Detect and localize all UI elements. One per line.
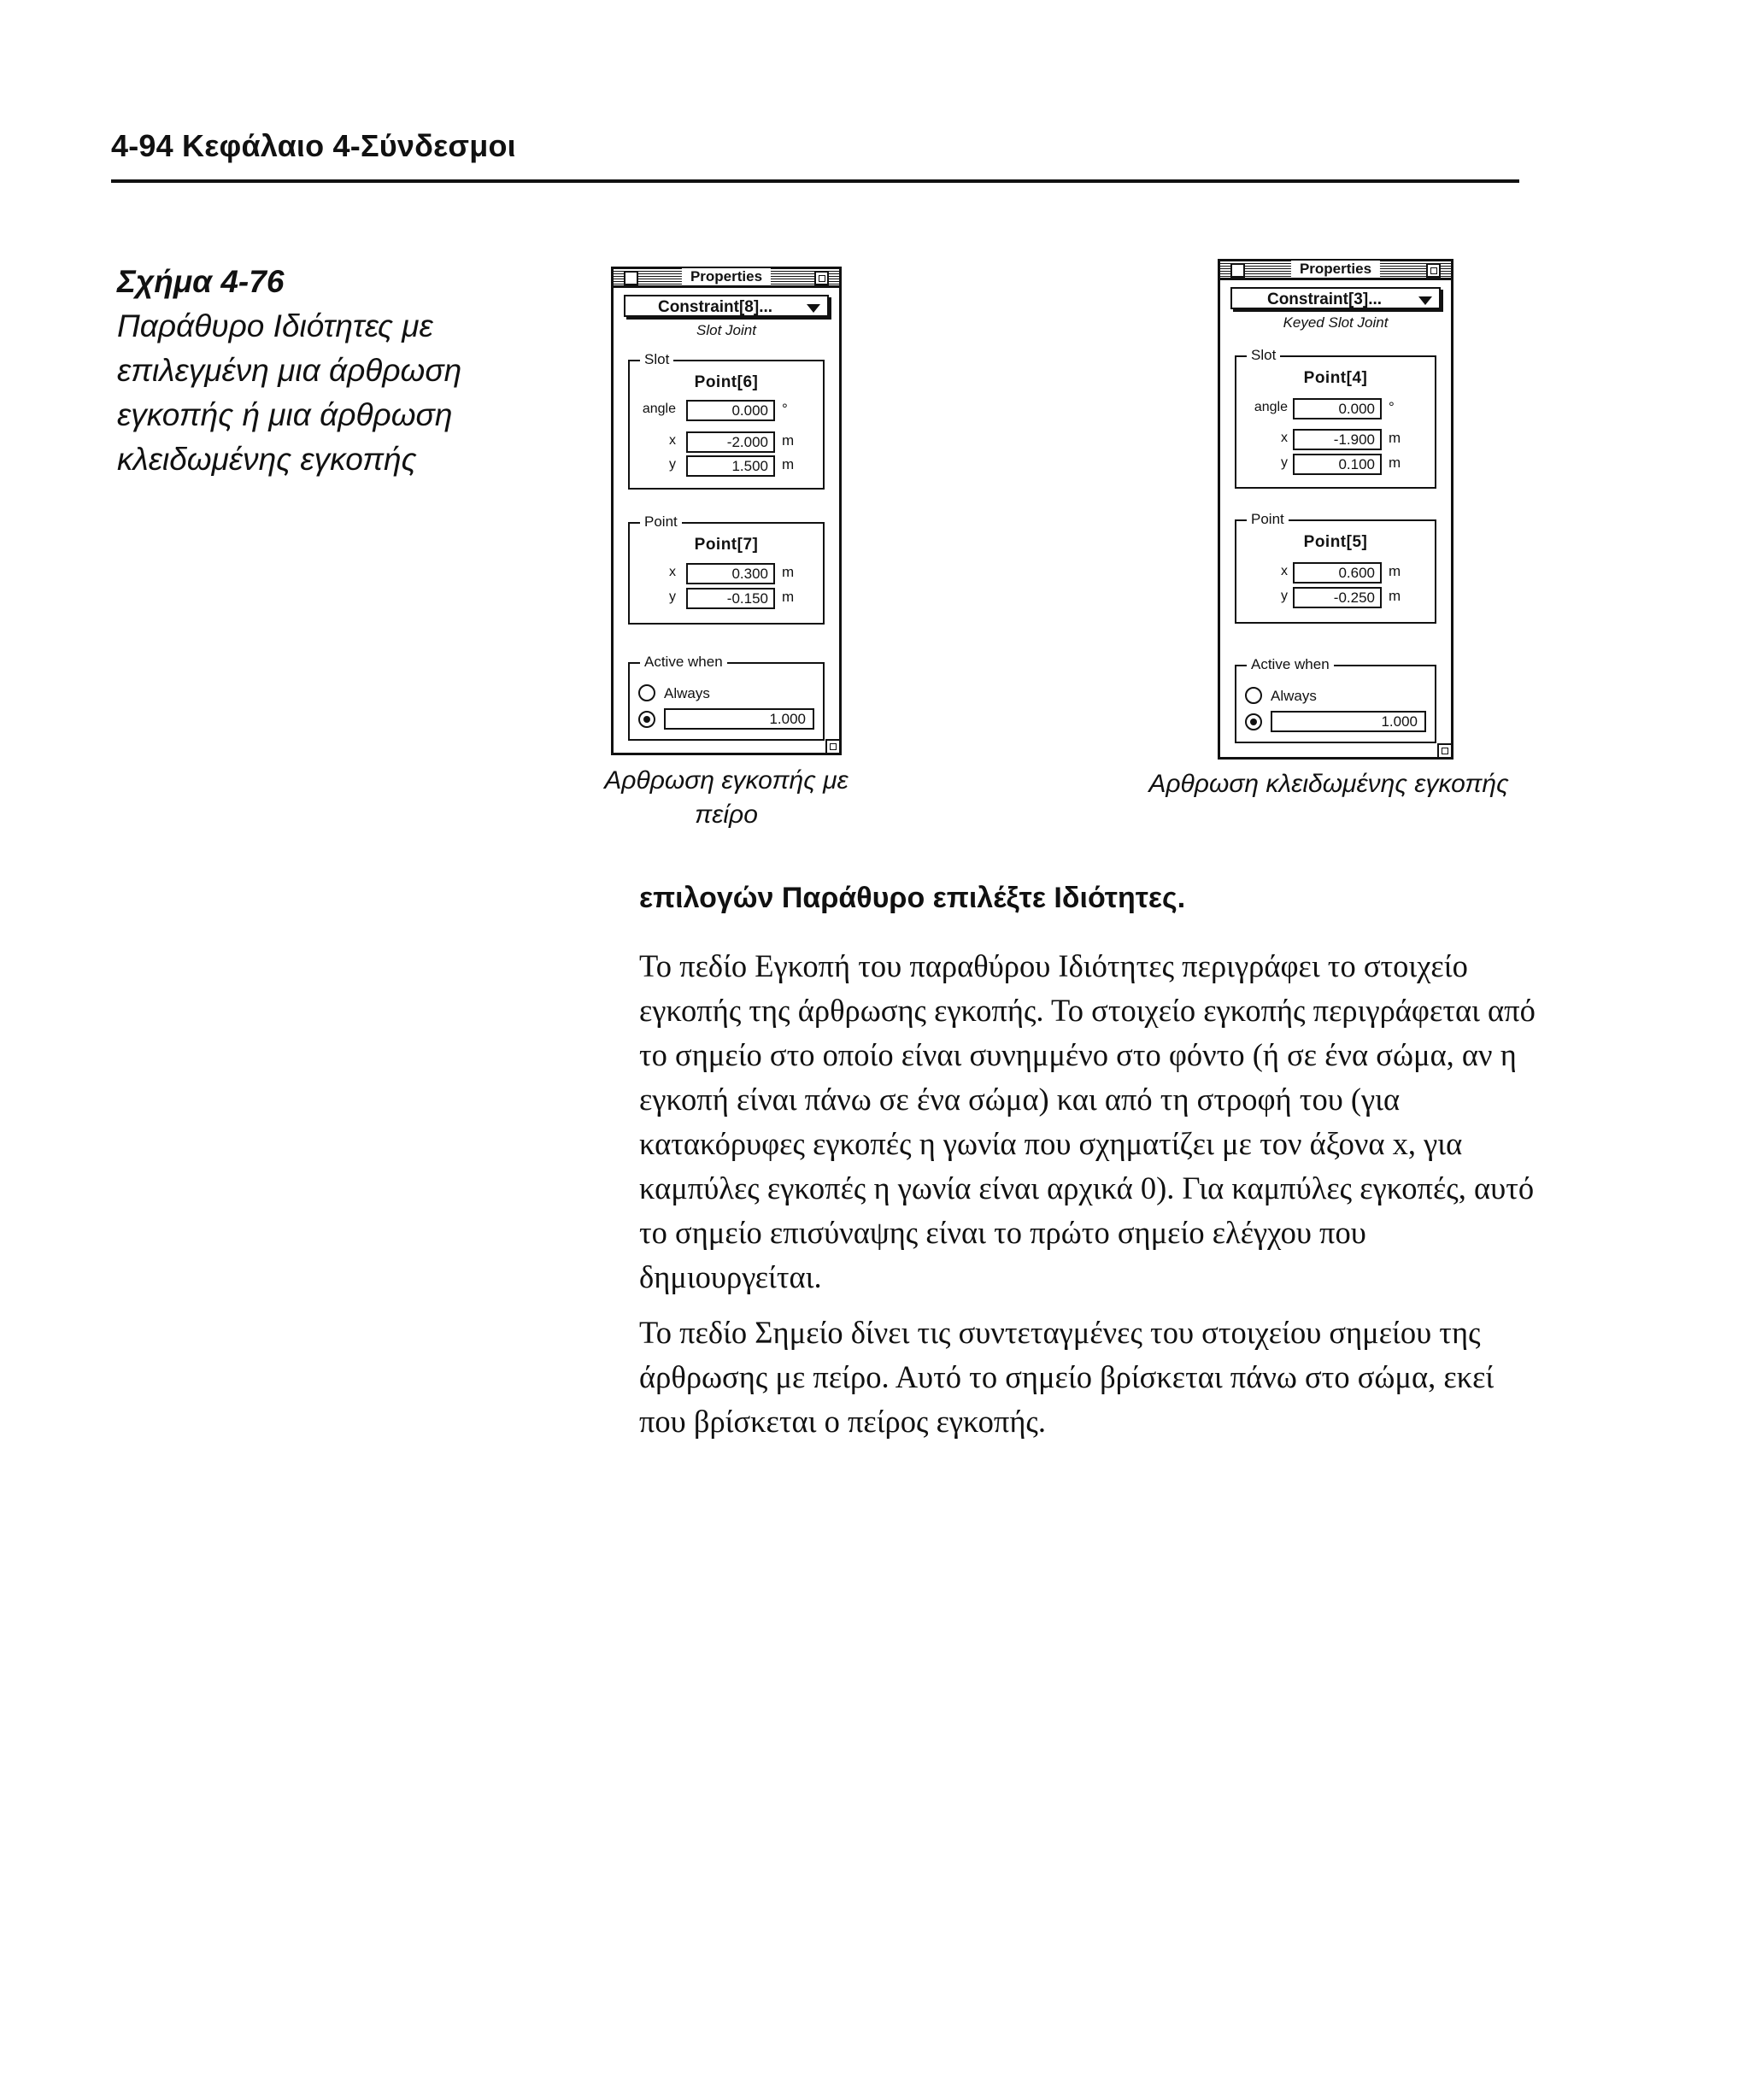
window-titlebar[interactable] [614, 269, 839, 288]
x-unit: m [1389, 563, 1401, 579]
close-box-icon[interactable] [1230, 263, 1245, 278]
slot-group-label: Slot [640, 351, 673, 368]
resize-handle-icon[interactable] [825, 739, 839, 753]
figure-caption [117, 260, 527, 482]
body-paragraph: Το πεδίο Εγκοπή του παραθύρου Ιδιότητες περιγράφει το στοιχείο εγκοπής της άρθρωσης εγκοπής. Το στοιχείο εγκοπής περιγράφεται από το σημείο στο οποίο είναι συνημμένο στο φόντο (ή σε ένα σώμα, αν η εγκοπή είναι πάνω σε ένα σώμα) και από τη στροφή του (για κατακόρυφες εγκοπές η γωνία που σχηματίζει με τον άξονα x, για καμπύλες εγκοπές η γωνία είναι αρχικά 0). Για καμπύλες εγκοπές, αυτό το σημείο επισύναψης είναι το πρώτο σημείο ελέγχου που δημιουργείται. [639, 948, 1536, 1294]
chevron-down-icon [1418, 296, 1432, 305]
slot-y-field[interactable]: 1.500 [686, 455, 775, 477]
always-label: Always [664, 685, 710, 701]
y-unit: m [782, 456, 795, 472]
y-label: y [1281, 589, 1288, 603]
slot-point-name: Point[4] [1303, 369, 1368, 387]
always-radio[interactable] [638, 684, 655, 701]
angle-unit: ° [782, 401, 788, 417]
active-when-group [1235, 656, 1436, 743]
slot-group [628, 351, 825, 490]
window-caption-keyed-slot-joint: Αρθρωση κλειδωμένης εγκοπής [1148, 770, 1509, 798]
x-label: x [669, 433, 676, 448]
slot-y-row [630, 455, 823, 477]
constraint-dropdown[interactable] [624, 295, 829, 317]
slot-y-field[interactable]: 0.100 [1293, 454, 1382, 475]
close-box-icon[interactable] [624, 271, 638, 285]
y-label: y [669, 590, 676, 604]
y-label: y [1281, 455, 1288, 470]
constraint-dropdown[interactable] [1230, 287, 1441, 309]
window-title: Properties [682, 268, 771, 285]
angle-label: angle [642, 402, 676, 416]
point-y-field[interactable]: -0.250 [1293, 587, 1382, 608]
angle-row [630, 400, 823, 421]
properties-window-slot-joint [611, 267, 842, 755]
always-radio[interactable] [1245, 687, 1262, 704]
active-when-label: Active when [1247, 656, 1334, 673]
header-rule [111, 179, 1519, 183]
lead-sentence: επιλογών Παράθυρο επιλέξτε Ιδιότητες. [639, 882, 1186, 914]
slot-point-name: Point[6] [694, 373, 759, 391]
point-y-row [1236, 587, 1435, 608]
chevron-down-icon [807, 304, 820, 313]
zoom-box-icon[interactable] [1426, 263, 1441, 278]
active-when-group [628, 654, 825, 741]
angle-row [1236, 398, 1435, 419]
constraint-label: Constraint[3]... [1266, 290, 1383, 308]
resize-handle-icon[interactable] [1437, 743, 1451, 757]
page-header: 4-94 Κεφάλαιο 4-Σύνδεσμοι [111, 128, 516, 163]
slot-x-row [1236, 429, 1435, 450]
window-caption-slot-joint: Αρθρωση εγκοπής με πείρο [604, 766, 849, 829]
figure-description: Παράθυρο Ιδιότητες με επιλεγμένη μια άρθρωση εγκοπής ή μια άρθρωση κλειδωμένης εγκοπής [117, 308, 462, 477]
joint-type-label: Slot Joint [696, 322, 756, 338]
active-when-field[interactable]: 1.000 [664, 708, 814, 730]
point-x-row [630, 563, 823, 584]
expression-radio[interactable] [638, 711, 655, 728]
y-unit: m [782, 589, 795, 605]
angle-label: angle [1254, 400, 1288, 414]
y-unit: m [1389, 588, 1401, 604]
x-unit: m [1389, 430, 1401, 446]
zoom-box-icon[interactable] [814, 271, 829, 285]
x-label: x [1281, 431, 1288, 445]
angle-unit: ° [1389, 399, 1395, 415]
body-paragraph: Το πεδίο Σημείο δίνει τις συντεταγμένες του στοιχείου σημείου της άρθρωσης με πείρο. Αυτό το σημείο βρίσκεται πάνω στο σώμα, εκεί που βρίσκεται ο πείρος εγκοπής. [639, 1315, 1495, 1439]
slot-x-field[interactable]: -2.000 [686, 431, 775, 453]
active-when-label: Active when [640, 654, 727, 671]
point-name: Point[7] [694, 536, 759, 554]
slot-group-label: Slot [1247, 347, 1280, 364]
point-y-field[interactable]: -0.150 [686, 588, 775, 609]
expression-radio[interactable] [1245, 713, 1262, 730]
point-group-label: Point [640, 513, 682, 531]
window-titlebar[interactable] [1220, 261, 1451, 280]
point-x-field[interactable]: 0.600 [1293, 562, 1382, 584]
angle-field[interactable]: 0.000 [686, 400, 775, 421]
properties-window-keyed-slot-joint [1218, 259, 1453, 760]
slot-y-row [1236, 454, 1435, 475]
y-unit: m [1389, 455, 1401, 471]
y-label: y [669, 457, 676, 472]
point-group [628, 513, 825, 625]
slot-x-field[interactable]: -1.900 [1293, 429, 1382, 450]
x-label: x [669, 565, 676, 579]
x-unit: m [782, 432, 795, 449]
slot-x-row [630, 431, 823, 453]
point-group [1235, 511, 1436, 624]
constraint-label: Constraint[8]... [657, 298, 773, 316]
always-label: Always [1271, 688, 1317, 704]
slot-group [1235, 347, 1436, 489]
x-unit: m [782, 564, 795, 580]
figure-number: Σχήμα 4-76 [117, 264, 285, 299]
point-x-row [1236, 562, 1435, 584]
point-name: Point[5] [1303, 533, 1368, 551]
point-group-label: Point [1247, 511, 1289, 528]
x-label: x [1281, 564, 1288, 578]
window-title: Properties [1291, 261, 1380, 278]
point-x-field[interactable]: 0.300 [686, 563, 775, 584]
point-y-row [630, 588, 823, 609]
angle-field[interactable]: 0.000 [1293, 398, 1382, 419]
active-when-field[interactable]: 1.000 [1271, 711, 1426, 732]
joint-type-label: Keyed Slot Joint [1283, 314, 1389, 331]
